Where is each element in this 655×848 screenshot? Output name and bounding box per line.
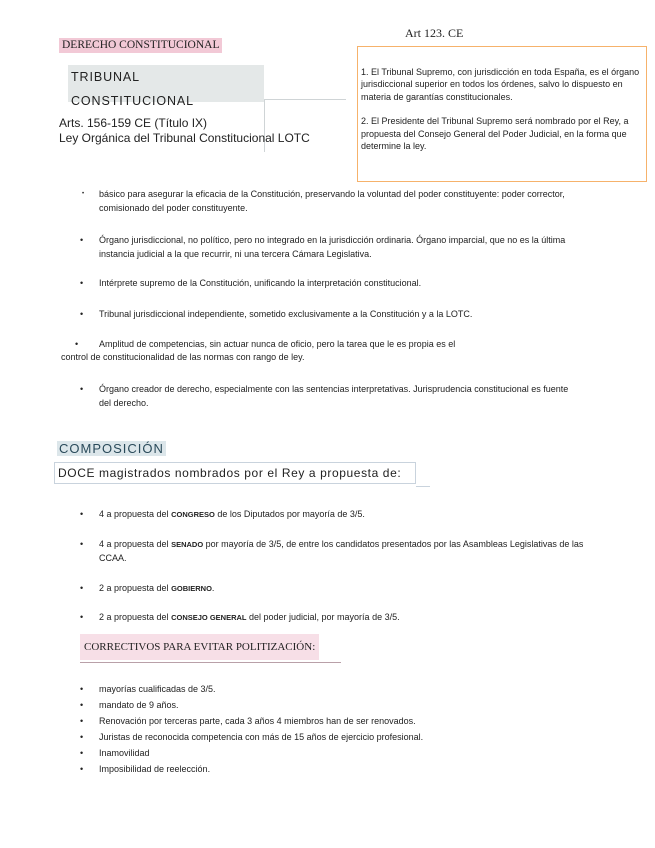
bullet-icon: • — [80, 384, 84, 394]
list-item-text: mayorías cualificadas de 3/5. — [99, 684, 216, 694]
legal-basis — [59, 116, 310, 146]
bullet-icon: • — [75, 339, 79, 349]
underline-decoration — [416, 486, 430, 487]
list-item — [80, 277, 599, 291]
list-item-text: Inamovilidad — [99, 748, 150, 758]
document-title: DERECHO CONSTITUCIONAL — [59, 38, 222, 53]
list-item-text: mandato de 9 años. — [99, 700, 179, 710]
list-item — [80, 538, 599, 565]
list-item — [80, 761, 423, 777]
list-item-text: . — [211, 583, 215, 593]
list-item-bold: CONGRESO — [171, 510, 215, 519]
bullet-icon: • — [80, 583, 84, 593]
list-item — [80, 308, 599, 322]
bullet-icon: • — [80, 509, 84, 519]
correctivos-list — [80, 681, 424, 777]
list-item — [80, 713, 423, 729]
legal-basis-line: Arts. 156-159 CE (Título IX) — [59, 116, 208, 130]
bullet-icon: • — [80, 764, 84, 774]
list-item — [80, 508, 599, 522]
bullet-icon: • — [80, 732, 84, 742]
bullet-icon: • — [80, 539, 84, 549]
list-item-continuation: control de constitucionalidad de las normas con rango de ley. — [61, 352, 305, 362]
bullet-icon: • — [80, 612, 84, 622]
list-item-bold: SENADO — [171, 540, 204, 549]
list-item-bold: CONSEJO GENERAL — [171, 613, 247, 622]
list-item — [75, 338, 599, 352]
list-item-text: básico para asegurar la eficacia de la Constitución, preservando la voluntad del poder constituyente: poder corrector, comisionado del poder constituyente. — [99, 189, 565, 213]
bullet-icon: • — [80, 684, 84, 694]
bullet-icon: • — [80, 309, 84, 319]
list-item — [80, 745, 423, 761]
list-item — [80, 729, 424, 745]
article-reference: Art 123. CE — [405, 26, 464, 40]
list-item — [80, 697, 423, 713]
list-item-text: 4 a propuesta del — [99, 539, 172, 549]
underline-decoration — [80, 662, 341, 663]
bullet-icon: • — [82, 191, 85, 197]
list-item — [80, 681, 423, 697]
legal-basis-line: Ley Orgánica del Tribunal Constitucional LOTC — [59, 131, 310, 145]
list-item — [80, 611, 599, 625]
list-item-text: Órgano jurisdiccional, no político, pero no integrado en la jurisdicción ordinaria. Órgano imparcial, que no es la última instancia judicial a la que recurrir, ni una tercera Cámara Legislativa. — [99, 235, 566, 259]
list-item-text: Juristas de reconocida competencia con más de 15 años de ejercicio profesional. — [99, 732, 424, 742]
list-item-bold: GOBIERNO — [171, 584, 212, 593]
bullet-icon: • — [80, 700, 84, 710]
connector-line — [264, 99, 346, 100]
article-box — [357, 46, 647, 182]
list-item-text: del poder judicial, por mayoría de 3/5. — [246, 612, 400, 622]
tribunal-heading: TRIBUNAL CONSTITUCIONAL — [68, 65, 264, 102]
bullet-icon: • — [80, 716, 84, 726]
list-item — [80, 234, 599, 261]
correctivos-heading: CORRECTIVOS PARA EVITAR POLITIZACIÓN: — [80, 634, 319, 660]
article-paragraph: 2. El Presidente del Tribunal Supremo será nombrado por el Rey, a propuesta del Consejo General del Poder Judicial, en la forma que determine la ley. — [361, 116, 629, 151]
list-item — [80, 582, 599, 596]
bullet-icon: • — [80, 748, 84, 758]
list-item-text: 2 a propuesta del — [99, 583, 172, 593]
bullet-icon: • — [80, 278, 84, 288]
list-item-text: Renovación por terceras parte, cada 3 años 4 miembros han de ser renovados. — [99, 716, 416, 726]
list-item — [82, 188, 599, 215]
list-item-text: 4 a propuesta del — [99, 509, 172, 519]
list-item-text: Amplitud de competencias, sin actuar nunca de oficio, pero la tarea que le es propia es el — [99, 339, 456, 349]
bullet-icon: • — [80, 235, 84, 245]
list-item-text: de los Diputados por mayoría de 3/5. — [214, 509, 365, 519]
list-item-text: Tribunal jurisdiccional independiente, sometido exclusivamente a la Constitución y a la LOTC. — [99, 309, 473, 319]
article-paragraph: 1. El Tribunal Supremo, con jurisdicción en toda España, es el órgano jurisdiccional superior en todos los órdenes, salvo lo dispuesto en materia de garantías constitucionales. — [361, 67, 640, 102]
composicion-intro: DOCE magistrados nombrados por el Rey a propuesta de: — [54, 462, 416, 484]
list-item-text: Intérprete supremo de la Constitución, unificando la interpretación constitucional. — [99, 278, 422, 288]
list-item-text: Órgano creador de derecho, especialmente con las sentencias interpretativas. Jurisprudencia constitucional es fuente del derecho. — [99, 384, 569, 408]
list-item-text: por mayoría de 3/5, de entre los candidatos presentados por las Asambleas Legislativas de las CCAA. — [99, 539, 584, 563]
list-item-text: Imposibilidad de reelección. — [99, 764, 211, 774]
list-item — [80, 383, 579, 410]
list-item-text: 2 a propuesta del — [99, 612, 172, 622]
composicion-heading: COMPOSICIÓN — [59, 441, 164, 456]
